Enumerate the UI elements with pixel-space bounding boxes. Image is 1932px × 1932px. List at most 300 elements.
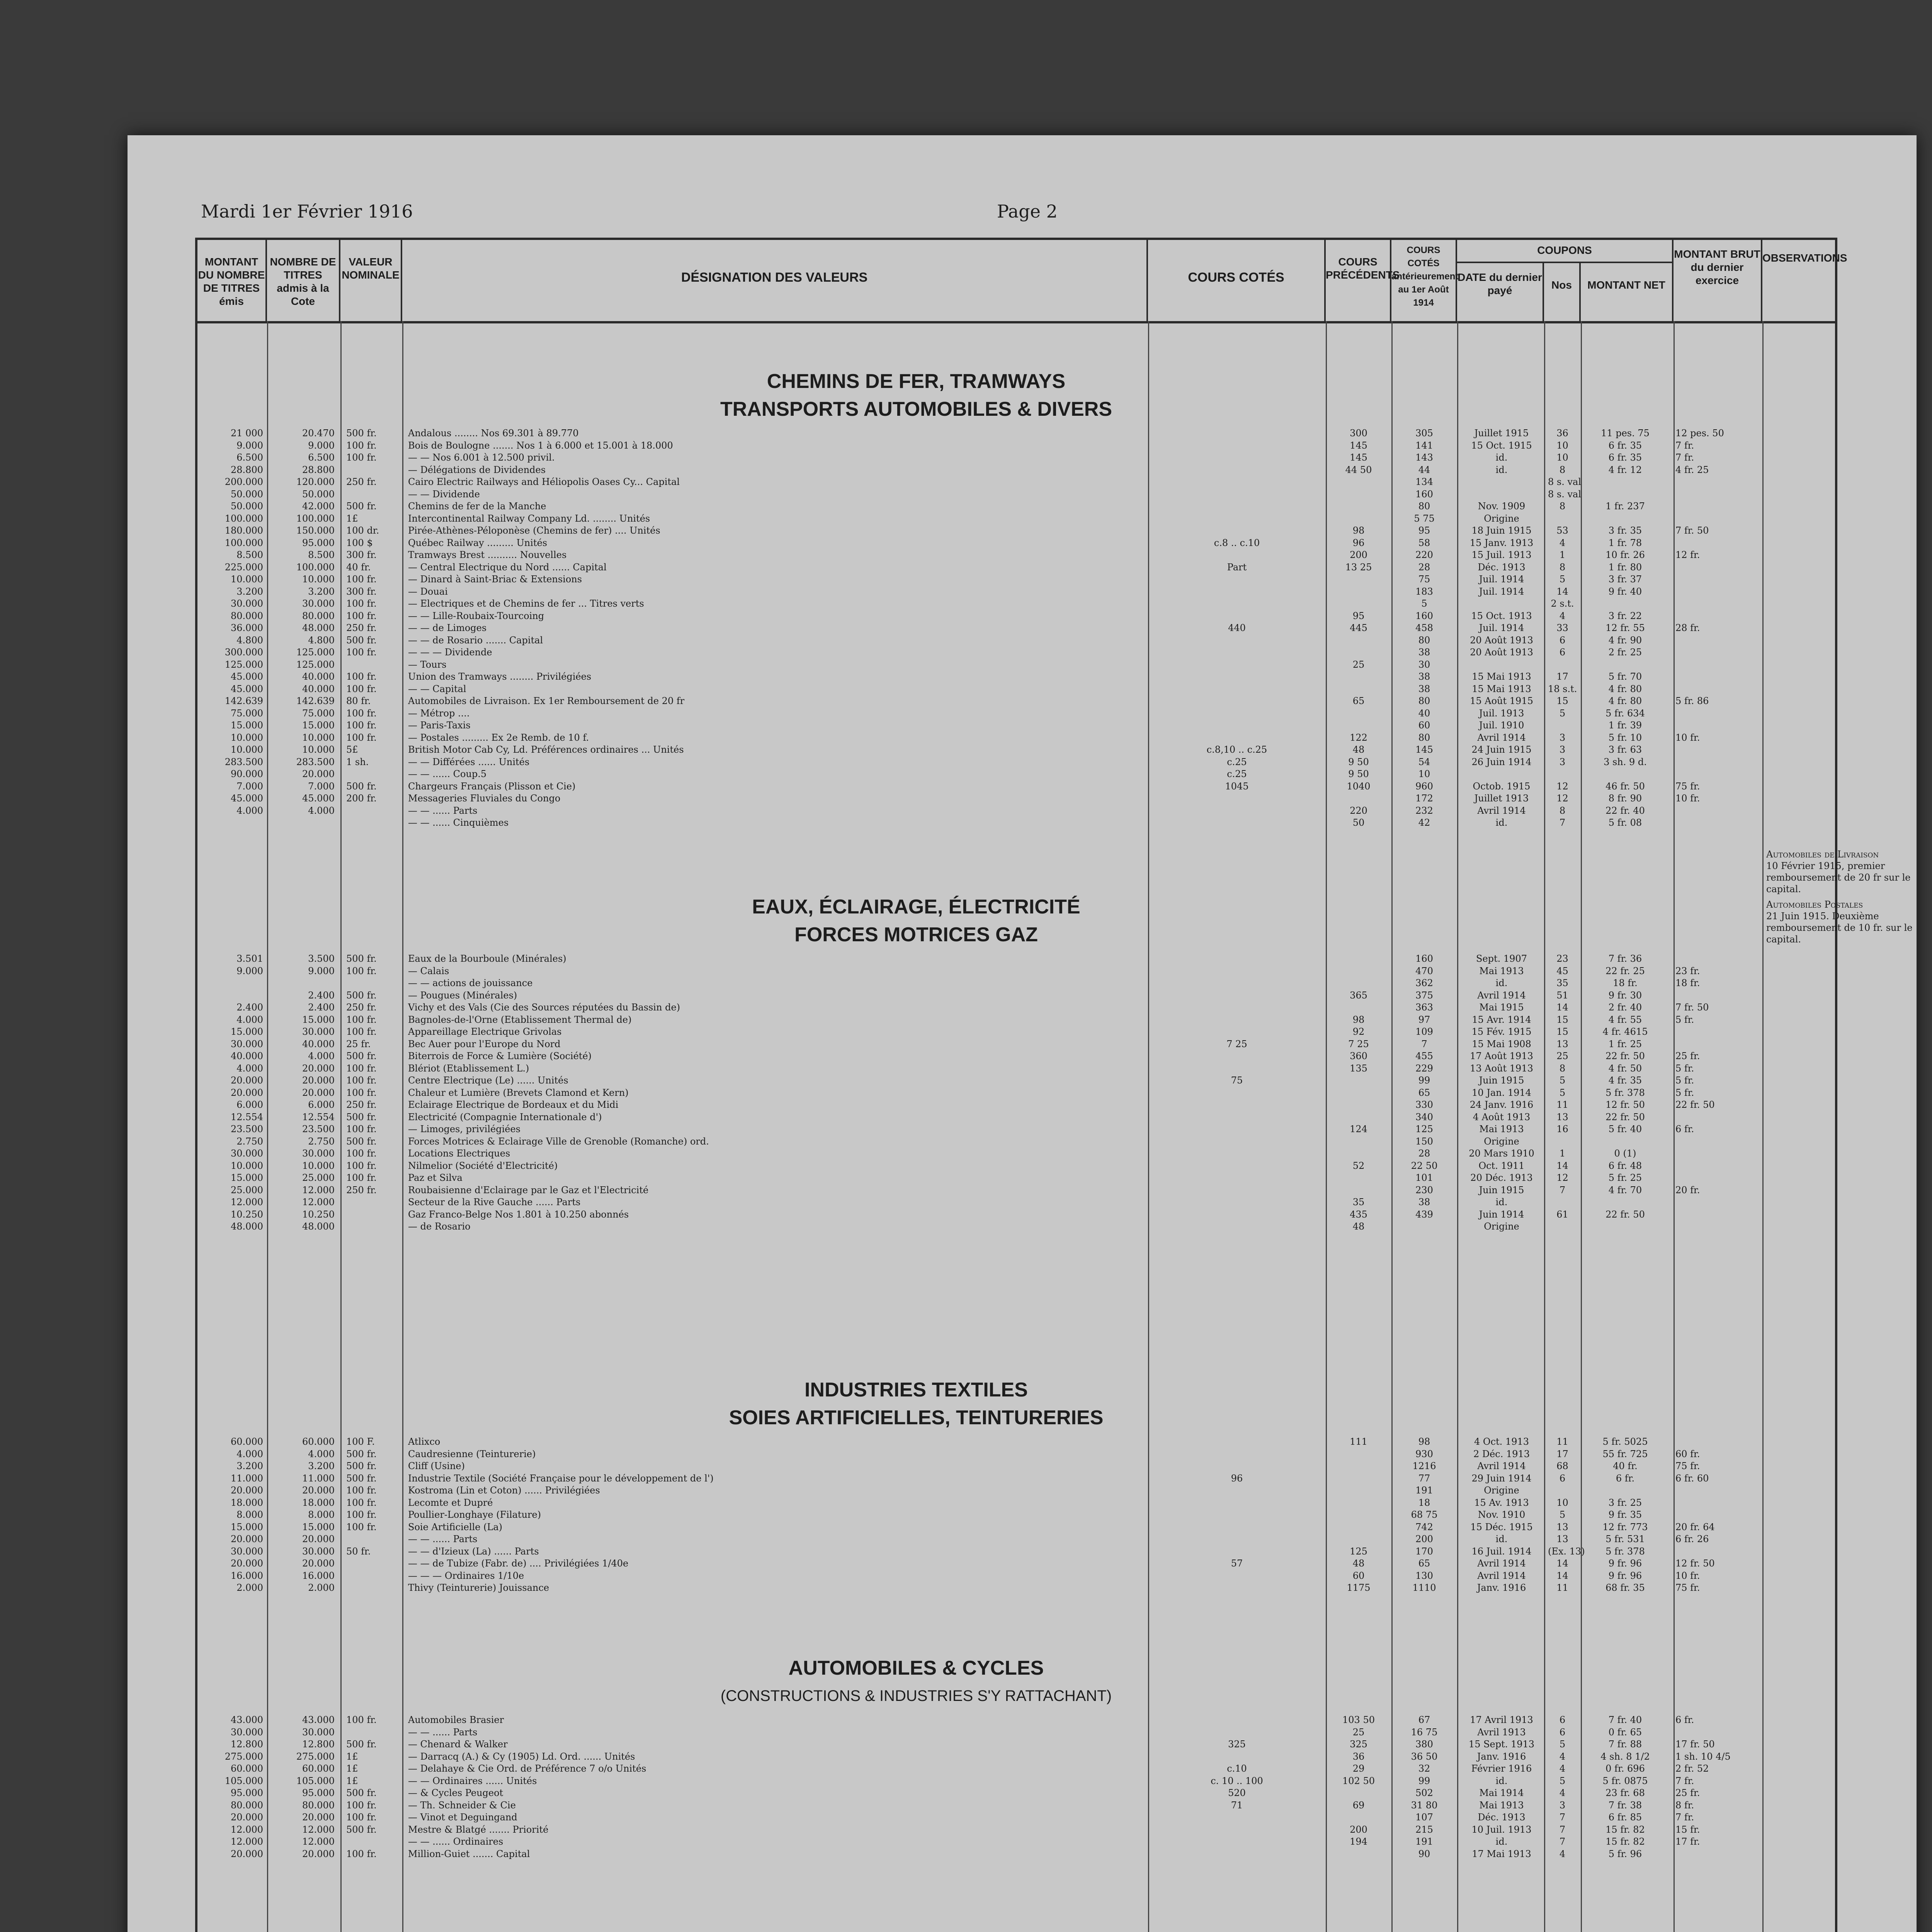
col-cours-cotes-header: COURS COTÉS	[1148, 240, 1326, 321]
cours-precedents-cell: 300	[1350, 428, 1367, 439]
montant-cell: 12.800	[231, 1739, 263, 1750]
cours-1914-cell: 97	[1418, 1014, 1430, 1025]
coupon-number-cell: 6	[1559, 647, 1566, 658]
coupon-date-cell: 18 Juin 1915	[1471, 525, 1532, 536]
nombre-cell: 10.250	[302, 1209, 335, 1220]
valeur-cell: 500 fr.	[346, 1051, 377, 1061]
table-row	[197, 659, 1835, 671]
coupon-net-cell: 5 fr. 70	[1608, 671, 1642, 682]
section-heading: EAUX, ÉCLAIRAGE, ÉLECTRICITÉ	[752, 896, 1080, 918]
montant-cell: 10.250	[231, 1209, 263, 1220]
coupon-net-cell: 4 fr. 12	[1608, 464, 1642, 475]
cours-1914-cell: 101	[1415, 1172, 1433, 1183]
cours-1914-cell: 54	[1418, 756, 1430, 767]
coupon-number-cell: 14	[1556, 1570, 1568, 1581]
cours-precedents-cell: 102 50	[1342, 1775, 1375, 1786]
montant-cell: 3.200	[236, 586, 263, 597]
cours-precedents-cell: 200	[1350, 1824, 1367, 1835]
coupon-net-cell: 12 fr. 55	[1605, 622, 1645, 633]
designation-cell: Vichy et des Vals (Cie des Sources réputées du Bassin de)	[408, 1002, 680, 1013]
table-row	[197, 488, 1835, 501]
montant-cell: 15.000	[231, 1172, 263, 1183]
designation-cell: — Paris-Taxis	[408, 720, 471, 731]
montant-brut-cell: 12 fr.	[1675, 549, 1700, 560]
table-row	[197, 573, 1835, 586]
nombre-cell: 25.000	[302, 1172, 335, 1183]
valeur-cell: 500 fr.	[346, 1461, 377, 1471]
designation-cell: Chaleur et Lumière (Brevets Clamond et Kern)	[408, 1087, 629, 1098]
montant-cell: 45.000	[231, 683, 263, 694]
coupon-net-cell: 4 fr. 4615	[1602, 1026, 1648, 1037]
coupon-date-cell: Avril 1913	[1477, 1726, 1526, 1738]
designation-cell: — Electriques et de Chemins de fer ... Titres verts	[408, 598, 644, 609]
coupon-number-cell: 12	[1556, 793, 1568, 804]
montant-cell: 15.000	[231, 1026, 263, 1037]
nombre-cell: 8.000	[308, 1509, 335, 1520]
coupon-date-cell: 4 Août 1913	[1473, 1111, 1531, 1122]
designation-cell: Chargeurs Français (Plisson et Cie)	[408, 781, 576, 792]
montant-cell: 28.800	[231, 464, 263, 475]
nombre-cell: 40.000	[302, 683, 335, 694]
nombre-cell: 80.000	[302, 610, 335, 621]
table-row	[197, 1509, 1835, 1521]
valeur-cell: 250 fr.	[346, 476, 377, 487]
cours-cotes-cell: 325	[1228, 1739, 1246, 1750]
montant-cell: 21 000	[231, 428, 263, 439]
coupon-number-cell: 14	[1556, 1002, 1568, 1013]
cours-precedents-cell: 98	[1352, 1014, 1365, 1025]
designation-cell: Bagnoles-de-l'Orne (Etablissement Thermal de)	[408, 1014, 632, 1025]
table-row	[197, 817, 1835, 829]
designation-cell: British Motor Cab Cy, Ld. Préférences ordinaires ... Unités	[408, 744, 684, 755]
table-row	[197, 476, 1835, 488]
cours-1914-cell: 38	[1418, 1197, 1430, 1208]
coupon-date-cell: 20 Août 1913	[1470, 634, 1533, 646]
coupon-date-cell: 2 Déc. 1913	[1473, 1448, 1530, 1459]
cours-1914-cell: 229	[1415, 1063, 1433, 1074]
montant-cell: 36.000	[231, 622, 263, 633]
cours-precedents-cell: 29	[1352, 1763, 1365, 1774]
table-row	[197, 1050, 1835, 1063]
cours-precedents-cell: 1175	[1347, 1582, 1371, 1593]
cours-1914-cell: 183	[1415, 586, 1433, 597]
cours-1914-cell: 170	[1415, 1546, 1433, 1557]
nombre-cell: 18.000	[302, 1497, 335, 1508]
valeur-cell: 500 fr.	[346, 1111, 377, 1122]
montant-cell: 18.000	[231, 1497, 263, 1508]
coupon-number-cell: 15	[1556, 1014, 1568, 1025]
cours-1914-cell: 143	[1415, 452, 1433, 463]
nombre-cell: 2.400	[308, 1002, 335, 1013]
coupon-date-cell: 17 Mai 1913	[1472, 1848, 1531, 1859]
designation-cell: — Dinard à Saint-Briac & Extensions	[408, 574, 582, 585]
montant-cell: 30.000	[231, 1148, 263, 1159]
nombre-cell: 120.000	[296, 476, 335, 487]
nombre-cell: 4.000	[308, 805, 335, 816]
table-row	[197, 1473, 1835, 1485]
cours-1914-cell: 77	[1418, 1473, 1430, 1484]
coupon-number-cell: 16	[1556, 1124, 1568, 1134]
cours-1914-cell: 455	[1415, 1051, 1433, 1061]
coupon-number-cell: 18 s.t.	[1548, 683, 1577, 694]
coupon-number-cell: 5	[1559, 1075, 1566, 1086]
table-row	[197, 452, 1835, 464]
designation-cell: — Métrop ....	[408, 707, 470, 719]
coupon-net-cell: 22 fr. 50	[1605, 1051, 1645, 1061]
nombre-cell: 4.000	[308, 1051, 335, 1061]
coupon-date-cell: id.	[1495, 1197, 1508, 1208]
coupon-date-cell: Avril 1914	[1477, 1558, 1526, 1569]
cours-1914-cell: 439	[1415, 1209, 1433, 1220]
designation-cell: — — Nos 6.001 à 12.500 privil.	[408, 452, 555, 463]
table-row	[197, 732, 1835, 744]
montant-cell: 48.000	[231, 1221, 263, 1232]
designation-cell: — — Ordinaires ...... Unités	[408, 1775, 537, 1786]
designation-cell: Bec Auer pour l'Europe du Nord	[408, 1038, 561, 1049]
cours-1914-cell: 160	[1415, 953, 1433, 964]
coupon-date-cell: Origine	[1484, 1485, 1519, 1496]
montant-cell: 10.000	[231, 732, 263, 743]
coupon-net-cell: 5 fr. 378	[1605, 1546, 1645, 1557]
coupon-number-cell: 15	[1556, 696, 1568, 706]
page-number: Page 2	[997, 201, 1058, 222]
cours-1914-cell: 215	[1415, 1824, 1433, 1835]
cours-1914-cell: 60	[1418, 720, 1430, 731]
designation-cell: Automobiles Brasier	[408, 1714, 504, 1725]
observation-note-title: Automobiles Postales	[1766, 899, 1863, 910]
coupon-date-cell: Avril 1914	[1477, 732, 1526, 743]
cours-cotes-cell: c.25	[1227, 756, 1247, 767]
montant-brut-cell: 7 fr. 50	[1675, 525, 1709, 536]
table-row	[197, 1751, 1835, 1763]
nombre-cell: 12.000	[302, 1836, 335, 1847]
montant-brut-cell: 6 fr. 26	[1675, 1534, 1709, 1544]
cours-1914-cell: 36 50	[1411, 1751, 1438, 1762]
newspaper-page	[128, 135, 1917, 1932]
designation-cell: — Chenard & Walker	[408, 1739, 508, 1750]
designation-cell: — — Capital	[408, 683, 466, 694]
table-row	[197, 990, 1835, 1002]
cours-1914-cell: 32	[1418, 1763, 1430, 1774]
coupon-net-cell: 15 fr. 82	[1605, 1836, 1645, 1847]
section-heading: AUTOMOBILES & CYCLES	[788, 1657, 1044, 1679]
table-row	[197, 1521, 1835, 1534]
col-observations-header: OBSERVATIONS	[1762, 252, 1847, 264]
designation-cell: — — de Limoges	[408, 622, 487, 633]
montant-cell: 45.000	[231, 793, 263, 804]
montant-brut-cell: 17 fr. 50	[1675, 1739, 1715, 1750]
coupon-number-cell: 7	[1559, 1184, 1566, 1196]
valeur-cell: 100 fr.	[346, 1848, 377, 1859]
nombre-cell: 20.000	[302, 769, 335, 779]
cours-cotes-cell: c.8,10 .. c.25	[1206, 744, 1267, 755]
table-row	[197, 683, 1835, 696]
montant-brut-cell: 18 fr.	[1675, 978, 1700, 988]
designation-cell: Electricité (Compagnie Internationale d')	[408, 1111, 602, 1122]
montant-cell: 3.501	[236, 953, 263, 964]
montant-cell: 30.000	[231, 1546, 263, 1557]
table-row	[197, 1738, 1835, 1751]
coupon-number-cell: 8 s. val	[1548, 488, 1582, 500]
coupon-net-cell: 12 fr. 773	[1602, 1521, 1648, 1532]
valeur-cell: 250 fr.	[346, 1099, 377, 1110]
nombre-cell: 3.200	[308, 586, 335, 597]
designation-cell: Thivy (Teinturerie) Jouissance	[408, 1582, 549, 1593]
table-row	[197, 1196, 1835, 1209]
observation-note-text: 10 Février 1915, premier remboursement de 20 fr sur le capital.	[1766, 861, 1911, 895]
nombre-cell: 45.000	[302, 793, 335, 804]
coupon-net-cell: 8 fr. 90	[1608, 793, 1642, 804]
designation-cell: Pirée-Athènes-Péloponèse (Chemins de fer) .... Unités	[408, 525, 660, 536]
cours-1914-cell: 502	[1415, 1787, 1433, 1798]
montant-brut-cell: 5 fr.	[1675, 1063, 1694, 1074]
montant-cell: 15.000	[231, 1521, 263, 1532]
designation-cell: — — de Rosario ....... Capital	[408, 634, 543, 646]
montant-brut-cell: 7 fr.	[1675, 440, 1694, 451]
cours-1914-cell: 80	[1418, 501, 1430, 512]
valeur-cell: 100 fr.	[346, 1714, 377, 1725]
montant-cell: 20.000	[231, 1812, 263, 1823]
montant-brut-cell: 28 fr.	[1675, 622, 1700, 633]
nombre-cell: 9.000	[308, 440, 335, 451]
coupon-number-cell: 5	[1559, 574, 1566, 585]
designation-cell: Mestre & Blatgé ....... Priorité	[408, 1824, 549, 1835]
montant-brut-cell: 23 fr.	[1675, 965, 1700, 976]
nombre-cell: 23.500	[302, 1124, 335, 1134]
designation-cell: — Vinot et Deguingand	[408, 1812, 517, 1823]
valeur-cell: 40 fr.	[346, 561, 371, 573]
coupon-number-cell: 10	[1556, 1497, 1568, 1508]
cours-1914-cell: 145	[1415, 744, 1433, 755]
coupon-date-cell: Origine	[1484, 1221, 1519, 1232]
table-row	[197, 805, 1835, 817]
coupon-date-cell: 10 Jan. 1914	[1472, 1087, 1531, 1098]
table-row	[197, 781, 1835, 793]
coupon-net-cell: 40 fr.	[1613, 1461, 1638, 1471]
designation-cell: — — — Ordinaires 1/10e	[408, 1570, 524, 1581]
table-row	[197, 1184, 1835, 1197]
designation-cell: Cliff (Usine)	[408, 1461, 465, 1471]
table-row	[197, 1014, 1835, 1026]
coupon-net-cell: 0 fr. 65	[1608, 1726, 1642, 1738]
designation-cell: — — ...... Ordinaires	[408, 1836, 503, 1847]
montant-cell: 225.000	[224, 561, 263, 573]
montant-cell: 3.200	[236, 1461, 263, 1471]
cours-1914-cell: 7	[1421, 1038, 1427, 1049]
nombre-cell: 42.000	[302, 501, 335, 512]
designation-cell: Eaux de la Bourboule (Minérales)	[408, 953, 566, 964]
montant-brut-cell: 10 fr.	[1675, 1570, 1700, 1581]
table-row	[197, 513, 1835, 525]
coupon-net-cell: 3 fr. 37	[1608, 574, 1642, 585]
coupon-date-cell: id.	[1495, 817, 1508, 828]
section-rows	[197, 953, 1835, 1233]
cours-1914-cell: 130	[1415, 1570, 1433, 1581]
table-row	[197, 1811, 1835, 1824]
nombre-cell: 20.000	[302, 1063, 335, 1074]
montant-brut-cell: 10 fr.	[1675, 732, 1700, 743]
page-header	[201, 201, 1862, 228]
valeur-cell: 1 sh.	[346, 756, 369, 767]
nombre-cell: 142.639	[296, 696, 335, 706]
cours-1914-cell: 28	[1418, 1148, 1430, 1159]
valeur-cell: 500 fr.	[346, 1136, 377, 1147]
col-date-header: DATE du dernier payé	[1457, 263, 1544, 321]
valeur-cell: 100 fr.	[346, 610, 377, 621]
nombre-cell: 4.000	[308, 1448, 335, 1459]
designation-cell: — Tours	[408, 659, 447, 670]
cours-1914-cell: 31 80	[1411, 1799, 1438, 1811]
coupon-net-cell: 4 fr. 90	[1608, 634, 1642, 646]
valeur-cell: 500 fr.	[346, 1739, 377, 1750]
montant-brut-cell: 5 fr.	[1675, 1087, 1694, 1098]
coupon-number-cell: 13	[1556, 1111, 1568, 1122]
nombre-cell: 100.000	[296, 513, 335, 524]
coupon-number-cell: 8 s. val	[1548, 476, 1582, 487]
cours-precedents-cell: 48	[1352, 1558, 1365, 1569]
coupon-net-cell: 6 fr. 85	[1608, 1812, 1642, 1823]
coupon-number-cell: 7	[1559, 1836, 1566, 1847]
cours-1914-cell: 141	[1415, 440, 1433, 451]
valeur-cell: 25 fr.	[346, 1038, 371, 1049]
coupon-number-cell: 4	[1559, 610, 1566, 621]
cours-precedents-cell: 50	[1352, 817, 1365, 828]
coupon-date-cell: 20 Déc. 1913	[1470, 1172, 1533, 1183]
cours-1914-cell: 380	[1415, 1739, 1433, 1750]
coupon-number-cell: 8	[1559, 805, 1566, 816]
cours-1914-cell: 38	[1418, 647, 1430, 658]
nombre-cell: 2.000	[308, 1582, 335, 1593]
table-row	[197, 1763, 1835, 1775]
table-row	[197, 977, 1835, 990]
observation-note-text: 21 Juin 1915. Deuxième remboursement de 10 fr. sur le capital.	[1766, 911, 1913, 945]
designation-cell: — — — Dividende	[408, 647, 492, 658]
coupon-number-cell: 12	[1556, 781, 1568, 792]
cours-1914-cell: 134	[1415, 476, 1433, 487]
coupon-number-cell: 35	[1556, 978, 1568, 988]
section-title	[622, 367, 1210, 423]
cours-1914-cell: 58	[1418, 537, 1430, 548]
montant-cell: 60.000	[231, 1763, 263, 1774]
coupon-number-cell: 68	[1556, 1461, 1568, 1471]
table-row	[197, 1002, 1835, 1014]
coupon-number-cell: 36	[1556, 428, 1568, 439]
valeur-cell: 1£	[346, 513, 358, 524]
designation-cell: Nilmelior (Société d'Electricité)	[408, 1160, 558, 1171]
cours-precedents-cell: 60	[1352, 1570, 1365, 1581]
valeur-cell: 200 fr.	[346, 793, 377, 804]
cours-1914-cell: 172	[1415, 793, 1433, 804]
montant-brut-cell: 5 fr. 86	[1675, 696, 1709, 706]
valeur-cell: 500 fr.	[346, 501, 377, 512]
cours-1914-cell: 1216	[1412, 1461, 1436, 1471]
cours-precedents-cell: 96	[1352, 537, 1365, 548]
cours-precedents-cell: 13 25	[1345, 561, 1372, 573]
nombre-cell: 15.000	[302, 720, 335, 731]
montant-cell: 2.750	[236, 1136, 263, 1147]
nombre-cell: 6.500	[308, 452, 335, 463]
valeur-cell: 500 fr.	[346, 1787, 377, 1798]
cours-precedents-cell: 125	[1350, 1546, 1367, 1557]
coupon-net-cell: 5 fr. 634	[1605, 707, 1645, 719]
designation-cell: — — ...... Cinquièmes	[408, 817, 509, 828]
coupon-net-cell: 5 fr. 25	[1608, 1172, 1642, 1183]
coupon-number-cell: 3	[1559, 756, 1566, 767]
valeur-cell: 100 fr.	[346, 1509, 377, 1520]
designation-cell: — — ...... Parts	[408, 805, 478, 816]
montant-cell: 10.000	[231, 744, 263, 755]
montant-cell: 10.000	[231, 1160, 263, 1171]
cours-precedents-cell: 36	[1352, 1751, 1365, 1762]
montant-brut-cell: 7 fr.	[1675, 1812, 1694, 1823]
designation-cell: Centre Electrique (Le) ...... Unités	[408, 1075, 568, 1086]
montant-cell: 9.000	[236, 965, 263, 976]
montant-cell: 50.000	[231, 488, 263, 500]
col-net-header: MONTANT NET	[1581, 263, 1673, 321]
nombre-cell: 50.000	[302, 488, 335, 500]
cours-1914-cell: 68 75	[1411, 1509, 1438, 1520]
coupon-net-cell: 5 fr. 10	[1608, 732, 1642, 743]
designation-cell: — Délégations de Dividendes	[408, 464, 546, 475]
coupon-date-cell: 10 Juil. 1913	[1471, 1824, 1532, 1835]
table-row	[197, 1209, 1835, 1221]
coupon-net-cell: 5 fr. 378	[1605, 1087, 1645, 1098]
coupon-date-cell: Oct. 1911	[1478, 1160, 1525, 1171]
valeur-cell: 300 fr.	[346, 586, 377, 597]
coupon-date-cell: 20 Mars 1910	[1469, 1148, 1534, 1159]
cours-precedents-cell: 145	[1350, 452, 1367, 463]
cours-1914-cell: 38	[1418, 671, 1430, 682]
coupon-date-cell: id.	[1495, 1534, 1508, 1544]
coupon-net-cell: 9 fr. 30	[1608, 990, 1642, 1001]
coupon-net-cell: 5 fr. 08	[1608, 817, 1642, 828]
table-row	[197, 1787, 1835, 1799]
coupon-date-cell: id.	[1495, 1775, 1508, 1786]
coupon-date-cell: Déc. 1913	[1478, 561, 1526, 573]
table-row	[197, 622, 1835, 634]
montant-cell: 20.000	[231, 1848, 263, 1859]
cours-1914-cell: 200	[1415, 1534, 1433, 1544]
valeur-cell: 100 fr.	[346, 965, 377, 976]
coupon-date-cell: 13 Août 1913	[1470, 1063, 1533, 1074]
coupon-net-cell: 5 fr. 40	[1608, 1124, 1642, 1134]
cours-1914-cell: 75	[1418, 574, 1430, 585]
coupon-net-cell: 9 fr. 40	[1608, 586, 1642, 597]
montant-cell: 20.000	[231, 1534, 263, 1544]
nombre-cell: 2.750	[308, 1136, 335, 1147]
montant-brut-cell: 5 fr.	[1675, 1014, 1694, 1025]
cours-precedents-cell: 435	[1350, 1209, 1367, 1220]
coupon-date-cell: Mai 1913	[1479, 1124, 1524, 1134]
coupon-net-cell: 22 fr. 40	[1605, 805, 1645, 816]
coupon-net-cell: 7 fr. 36	[1608, 953, 1642, 964]
nombre-cell: 16.000	[302, 1570, 335, 1581]
coupon-number-cell: 8	[1559, 501, 1566, 512]
valeur-cell: 100 fr.	[346, 1812, 377, 1823]
valeur-cell: 100 fr.	[346, 1497, 377, 1508]
designation-cell: Messageries Fluviales du Congo	[408, 793, 561, 804]
designation-cell: — Th. Schneider & Cie	[408, 1799, 516, 1811]
coupon-net-cell: 18 fr.	[1613, 978, 1638, 988]
coupon-net-cell: 9 fr. 35	[1608, 1509, 1642, 1520]
designation-cell: — — d'Izieux (La) ...... Parts	[408, 1546, 539, 1557]
designation-cell: — Douai	[408, 586, 448, 597]
coupon-date-cell: id.	[1495, 464, 1508, 475]
coupon-net-cell: 2 fr. 25	[1608, 647, 1642, 658]
montant-brut-cell: 7 fr.	[1675, 452, 1694, 463]
coupon-number-cell: 4	[1559, 1751, 1566, 1762]
coupon-number-cell: 5	[1559, 1087, 1566, 1098]
